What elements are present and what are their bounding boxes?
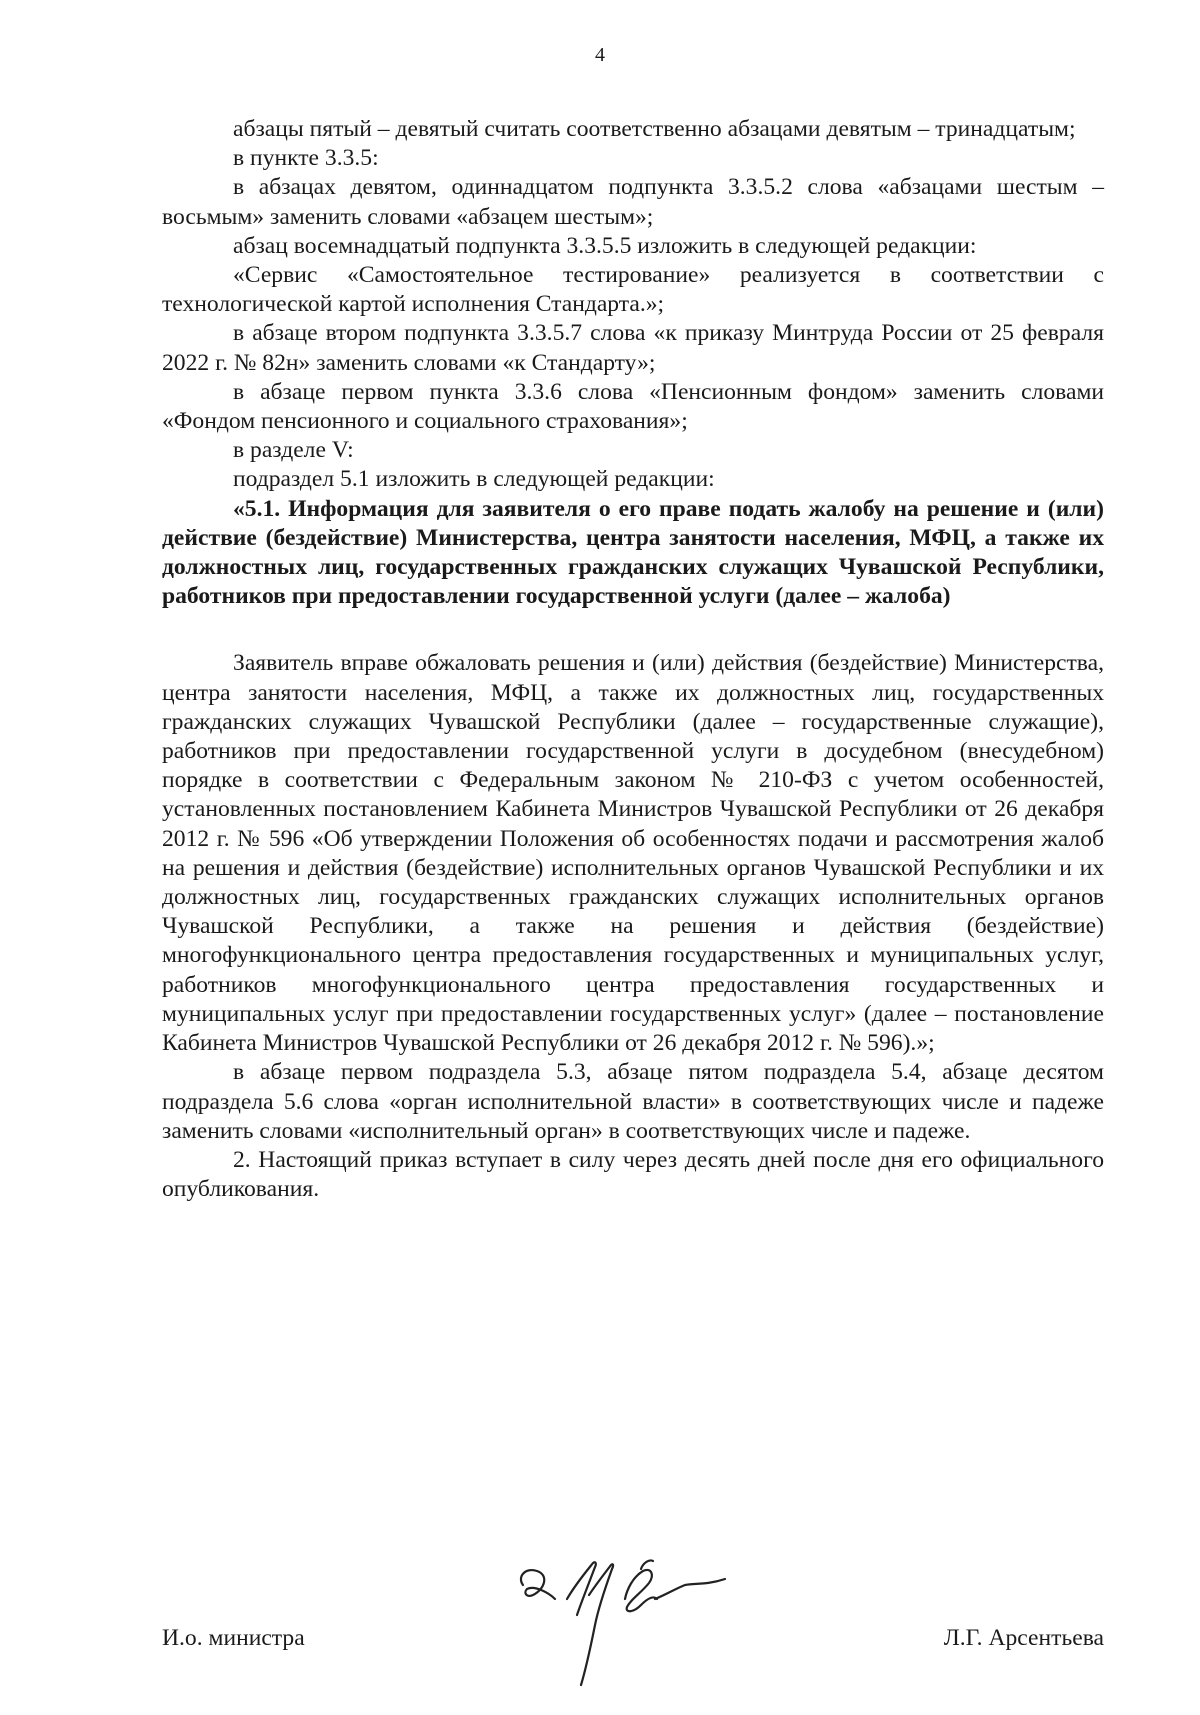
paragraph: подраздел 5.1 изложить в следующей редакции: xyxy=(233,466,715,493)
page-number: 4 xyxy=(595,44,605,66)
signatory-name: Л.Г. Арсентьева xyxy=(943,1625,1104,1651)
signatory-position: И.о. министра xyxy=(162,1625,305,1651)
paragraph: в абзаце первом подраздела 5.3, абзаце пятом подраздела 5.4, абзаце десятом подраздела 5.6 слова «орган исполнительной власти» в соответствующих числе и падеже заменить словами «исполнительный орган» в соответствующих числе и падеже. xyxy=(162,1059,1104,1144)
paragraph: в абзацах девятом, одиннадцатом подпункта 3.3.5.2 слова «абзацами шестым – восьмым» заменить словами «абзацем шестым»; xyxy=(162,174,1104,230)
paragraph: в пункте 3.3.5: xyxy=(233,145,379,172)
paragraph: Заявитель вправе обжаловать решения и (или) действия (бездействие) Министерства, центра занятости населения, МФЦ, а также их должностных лиц, государственных гражданских служащих Чувашской Республики (далее – государственные служащие), работников при предоставлении государственной услуги в досудебном (внесудебном) порядке в соответствии с Федеральным законом № 210-ФЗ с учетом особенностей, установленных постановлением Кабинета Министров Чувашской Республики от 26 декабря 2012 г. № 596 «Об утверждении Положения об особенностях подачи и рассмотрения жалоб на решения и действия (бездействие) исполнительных органов Чувашской Республики и их должностных лиц, государственных гражданских служащих исполнительных органов Чувашской Республики, а также на решения и действия (бездействие) многофункционального центра предоставления государственных и муниципальных услуг, работников многофункционального центра предоставления государственных и муниципальных услуг при предоставлении государственных услуг» (далее – постановление Кабинета Министров Чувашской Республики от 26 декабря 2012 г. № 596).»; xyxy=(162,650,1104,1057)
paragraph: в разделе V: xyxy=(233,437,354,464)
paragraph: в абзаце первом пункта 3.3.6 слова «Пенсионным фондом» заменить словами «Фондом пенсионного и социального страхования»; xyxy=(162,378,1104,435)
paragraph: абзац восемнадцатый подпункта 3.3.5.5 изложить в следующей редакции: xyxy=(233,232,977,259)
paragraph: 2. Настоящий приказ вступает в силу через десять дней после дня его официального опубликования. xyxy=(162,1146,1104,1203)
document-body xyxy=(162,115,1104,1204)
handwritten-signature xyxy=(515,1555,745,1705)
paragraph: в абзаце втором подпункта 3.3.5.7 слова «к приказу Минтруда России от 25 февраля 2022 г. № 82н» заменить словами «к Стандарту»; xyxy=(162,320,1104,376)
signature-block xyxy=(0,1555,1200,1715)
section-heading: «5.1. Информация для заявителя о его праве подать жалобу на решение и (или) действие (бездействие) Министерства, центра занятости населения, МФЦ, а также их должностных лиц, государственных гражданских служащих Чувашской Республики, работников при предоставлении государственной услуги (далее – жалоба) xyxy=(162,495,1104,610)
paragraph: абзацы пятый – девятый считать соответственно абзацами девятым – тринадцатым; xyxy=(233,116,1076,142)
paragraph: «Сервис «Самостоятельное тестирование» реализуется в соответствии с технологической картой исполнения Стандарта.»; xyxy=(162,262,1104,318)
